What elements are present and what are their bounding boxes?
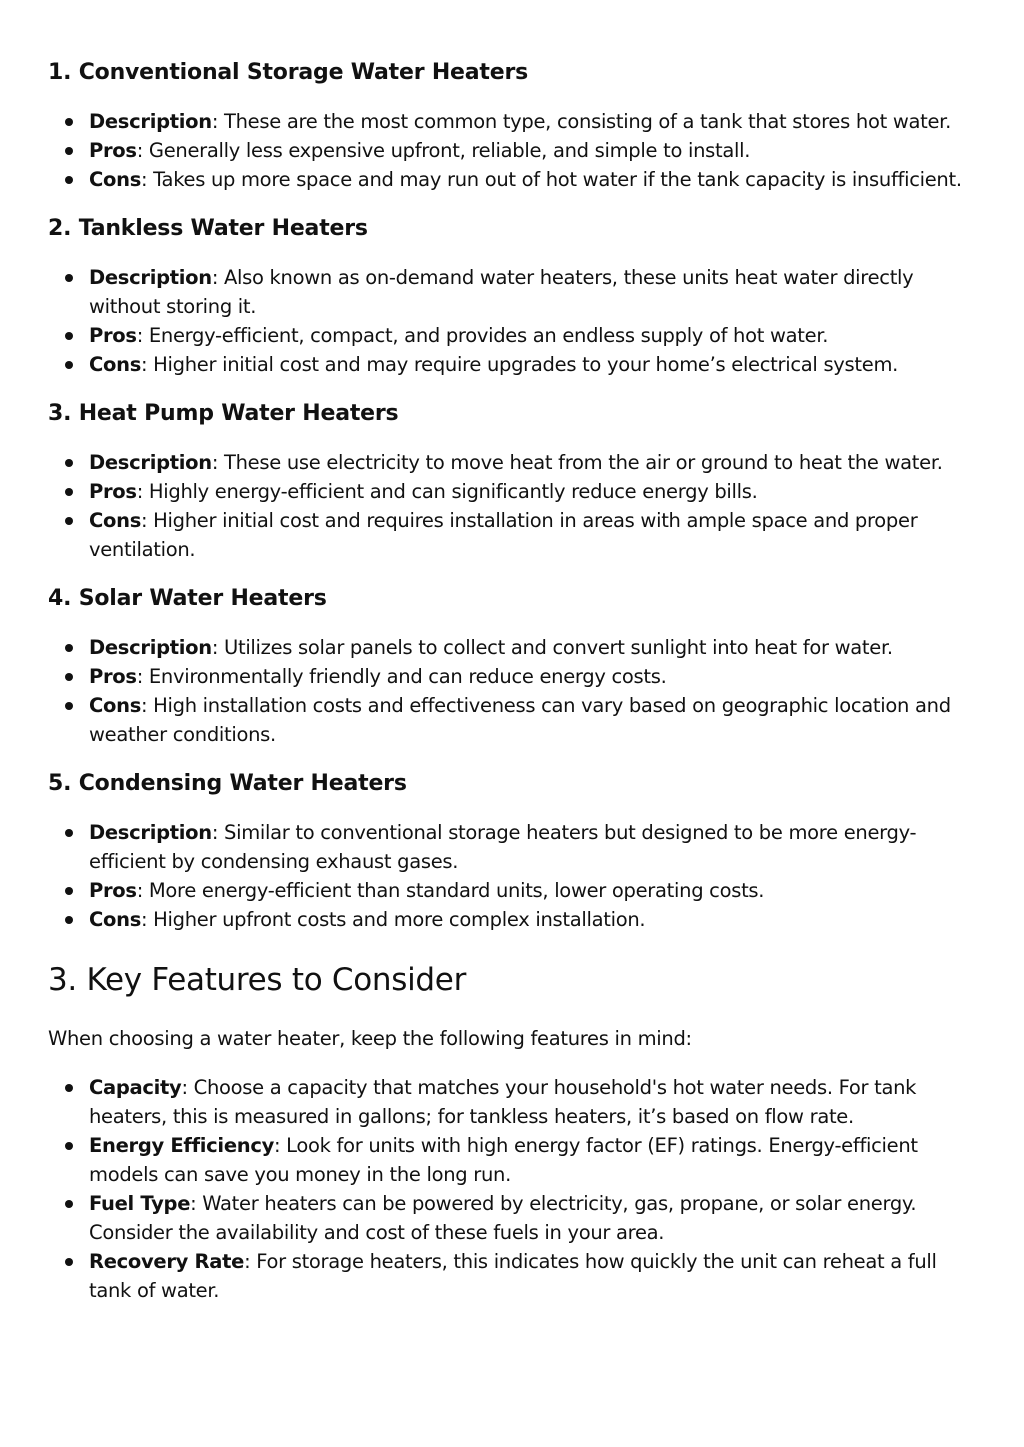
list-item (48, 662, 976, 691)
features-intro: When choosing a water heater, keep the following features in mind: (48, 1027, 692, 1050)
list-item (48, 1131, 976, 1189)
list-item (48, 633, 976, 662)
list-item (48, 477, 976, 506)
list-item (48, 165, 976, 194)
item-term: Pros (89, 480, 137, 503)
list-item (48, 691, 976, 749)
type-bullet-list (48, 263, 976, 379)
item-term: Description (89, 266, 212, 289)
item-term: Pros (89, 324, 137, 347)
list-item (48, 448, 976, 477)
list-item (48, 1247, 976, 1305)
list-item (48, 350, 976, 379)
item-text: : Energy-efficient, compact, and provides an endless supply of hot water. (136, 324, 829, 347)
item-term: Description (89, 821, 212, 844)
item-term: Cons (89, 168, 141, 191)
type-heading: 5. Condensing Water Heaters (48, 771, 407, 796)
item-text: : Higher upfront costs and more complex installation. (141, 908, 646, 931)
type-heading: 4. Solar Water Heaters (48, 586, 327, 611)
type-bullet-list (48, 448, 976, 564)
list-item (48, 506, 976, 564)
item-text: : Highly energy-efficient and can significantly reduce energy bills. (136, 480, 758, 503)
item-term: Fuel Type (89, 1192, 191, 1215)
list-item (48, 818, 976, 876)
item-text: : High installation costs and effectiveness can vary based on geographic location and weather conditions. (89, 694, 951, 746)
type-bullet-list (48, 633, 976, 749)
item-text: : Higher initial cost and may require upgrades to your home’s electrical system. (141, 353, 899, 376)
item-term: Recovery Rate (89, 1250, 245, 1273)
item-text: : Utilizes solar panels to collect and convert sunlight into heat for water. (211, 636, 893, 659)
item-text: : Environmentally friendly and can reduce energy costs. (136, 665, 667, 688)
list-item (48, 107, 976, 136)
type-section-solar (48, 584, 976, 749)
item-text: : Similar to conventional storage heaters but designed to be more energy-efficient by condensing exhaust gases. (89, 821, 917, 873)
list-item (48, 876, 976, 905)
item-term: Cons (89, 509, 141, 532)
item-term: Capacity (89, 1076, 182, 1099)
list-item (48, 1073, 976, 1131)
item-text: : Generally less expensive upfront, reliable, and simple to install. (136, 139, 751, 162)
item-term: Description (89, 451, 212, 474)
type-heading: 3. Heat Pump Water Heaters (48, 401, 399, 426)
item-term: Description (89, 110, 212, 133)
item-term: Pros (89, 665, 137, 688)
features-section (48, 960, 976, 1305)
item-term: Pros (89, 879, 137, 902)
item-term: Description (89, 636, 212, 659)
features-bullet-list (48, 1073, 976, 1305)
section-heading: 3. Key Features to Consider (48, 962, 467, 998)
type-section-condensing (48, 769, 976, 934)
list-item (48, 1189, 976, 1247)
item-text: : Also known as on-demand water heaters, these units heat water directly without storing it. (89, 266, 914, 318)
item-term: Cons (89, 694, 141, 717)
list-item (48, 321, 976, 350)
type-bullet-list (48, 818, 976, 934)
item-term: Cons (89, 353, 141, 376)
item-text: : Choose a capacity that matches your household's hot water needs. For tank heaters, this is measured in gallons; for tankless heaters, it’s based on flow rate. (89, 1076, 917, 1128)
item-term: Cons (89, 908, 141, 931)
type-heading: 1. Conventional Storage Water Heaters (48, 60, 528, 85)
list-item (48, 136, 976, 165)
type-section-heat-pump (48, 399, 976, 564)
list-item (48, 905, 976, 934)
item-text: : Higher initial cost and requires installation in areas with ample space and proper ventilation. (89, 509, 918, 561)
list-item (48, 263, 976, 321)
item-text: : These use electricity to move heat from the air or ground to heat the water. (211, 451, 943, 474)
item-term: Pros (89, 139, 137, 162)
item-text: : More energy-efficient than standard units, lower operating costs. (136, 879, 765, 902)
type-bullet-list (48, 107, 976, 194)
item-text: : Water heaters can be powered by electricity, gas, propane, or solar energy. Consider the availability and cost of these fuels in your area. (89, 1192, 917, 1244)
type-section-conventional (48, 58, 976, 194)
item-text: : Takes up more space and may run out of hot water if the tank capacity is insufficient. (141, 168, 962, 191)
item-text: : Look for units with high energy factor (EF) ratings. Energy-efficient models can save you money in the long run. (89, 1134, 918, 1186)
type-heading: 2. Tankless Water Heaters (48, 216, 368, 241)
item-text: : These are the most common type, consisting of a tank that stores hot water. (211, 110, 951, 133)
type-section-tankless (48, 214, 976, 379)
item-text: : For storage heaters, this indicates how quickly the unit can reheat a full tank of water. (89, 1250, 937, 1302)
item-term: Energy Efficiency (89, 1134, 274, 1157)
